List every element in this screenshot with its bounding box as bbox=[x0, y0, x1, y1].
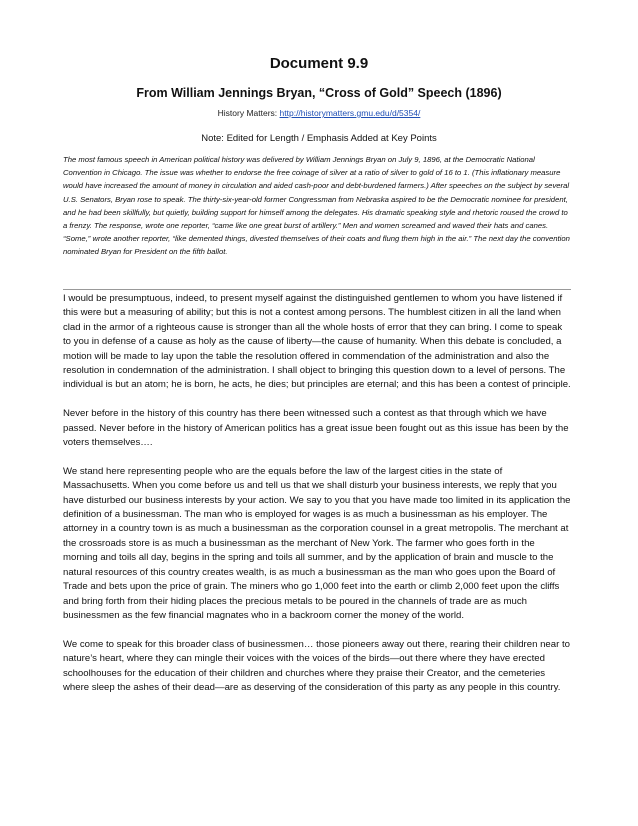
source-link[interactable]: http://historymatters.gmu.edu/d/5354/ bbox=[279, 108, 421, 118]
speech-text bbox=[63, 292, 571, 695]
speech-paragraph-3: We stand here representing people who are the equals before the law of the largest cities in the state of Massachusetts. When you come before us and tell us that we shall disturb your business interests, we reply that you have disturbed our business interests by your action. We say to you that you have made too limited in its application the definition of a businessman. The man who is employed for wages is as much a businessman as his employer. The attorney in a country town is as much a businessman as the corporation counsel in a great metropolis. The merchant at the crossroads store is as much a businessman as the merchant of New York. The farmer who goes forth in the morning and toils all day, begins in the spring and toils all summer, and by the application of brain and muscle to the natural resources of this country creates wealth, is as much a businessman as the man who goes upon the Board of Trade and bets upon the price of grain. The miners who go 1,000 feet into the earth or climb 2,000 feet upon the cliffs and bring forth from their hiding places the precious metals to be poured in the channels of trade are as much businessmen as the few financial magnates who in a backroom corner the money of the world. bbox=[63, 465, 571, 621]
intro-paragraph: The most famous speech in American political history was delivered by William Jennings Bryan on July 9, 1896, at the Democratic National Convention in Chicago. The issue was whether to endorse the free coinage of silver at a ratio of silver to gold of 16 to 1. (This inflationary measure would have increased the amount of money in circulation and aided cash-poor and debt-burdened farmers.) After speeches on the subject by several U.S. Senators, Bryan rose to speak. The thirty-six-year-old former Congressman from Nebraska aspired to be the Democratic nominee for president, and he had been skillfully, but quietly, building support for himself among the delegates. His dramatic speaking style and rhetoric roused the crowd to a frenzy. The response, wrote one reporter, “came like one great burst of artillery.” Men and women screamed and waved their hats and canes. “Some,” wrote another reporter, “like demented things, divested themselves of their coats and flung them high in the air.” The next day the convention nominated Bryan for President on the fifth ballot. bbox=[63, 155, 570, 257]
section-divider bbox=[63, 289, 571, 290]
speech-paragraph-4: We come to speak for this broader class of businessmen… those pioneers away out there, rearing their children near to nature’s heart, where they can mingle their voices with the voices of the birds—out there where they have erected schoolhouses for the education of their children and churches where they praise their Creator, and the cemeteries where sleep the ashes of their dead—are as deserving of the consideration of this party as any people in this country. bbox=[63, 638, 570, 693]
document-subtitle: From William Jennings Bryan, “Cross of Gold” Speech (1896) bbox=[136, 86, 502, 100]
source-line bbox=[0, 108, 638, 118]
speech-paragraph-2: Never before in the history of this country has there been witnessed such a contest as that through which we have passed. Never before in the history of American politics has a great issue been fought out as this issue has been by the voters themselves…. bbox=[63, 408, 569, 449]
document-title: Document 9.9 bbox=[269, 55, 369, 72]
editorial-note: Note: Edited for Length / Emphasis Added at Key Points bbox=[201, 133, 437, 144]
speech-paragraph-1: I would be presumptuous, indeed, to present myself against the distinguished gentlemen to whom you have listened if this were but a measuring of ability; but this is not a contest among persons. The humblest citizen in all the land when clad in the armor of a righteous cause is stronger than all the whole hosts of error that they can bring. I come to speak to you in defense of a cause as holy as the cause of liberty—the cause of humanity. When this debate is concluded, a motion will be made to lay upon the table the resolution offered in commendation of the administration and also the resolution in condemnation of the administration. I shall object to bringing this question down to a level of persons. The individual is but an atom; he is born, he acts, he dies; but principles are eternal; and this has been a contest of principle. bbox=[63, 293, 571, 391]
source-label: History Matters: bbox=[217, 108, 278, 118]
